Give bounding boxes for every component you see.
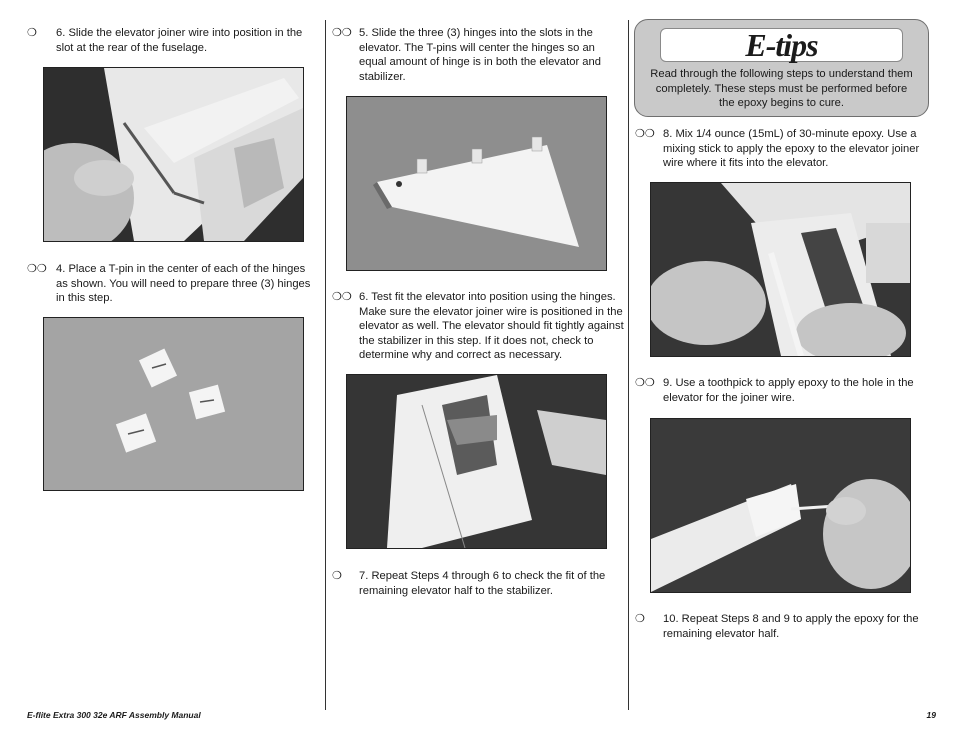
etips-logo: E-tips bbox=[745, 27, 818, 63]
step-8-mix-epoxy bbox=[635, 127, 927, 171]
photo-illustration bbox=[651, 419, 910, 592]
photo-joiner-wire-fuselage bbox=[43, 67, 304, 242]
photo-mixing-stick-epoxy bbox=[650, 182, 911, 357]
step-6-test-fit bbox=[332, 290, 624, 363]
checkbox-icon[interactable]: ❍❍ bbox=[27, 263, 47, 275]
column-divider-1 bbox=[325, 20, 326, 710]
footer-page-number: 19 bbox=[926, 710, 936, 720]
photo-illustration bbox=[44, 318, 303, 490]
step-9-toothpick bbox=[635, 376, 927, 405]
photo-elevator-test-fit bbox=[346, 374, 607, 549]
photo-illustration bbox=[347, 97, 606, 270]
footer-manual-title: E-flite Extra 300 32e ARF Assembly Manual bbox=[27, 710, 201, 720]
step-text: 9. Use a toothpick to apply epoxy to the hole in the elevator for the joiner wire. bbox=[663, 377, 914, 404]
checkbox-icon[interactable]: ❍❍ bbox=[635, 377, 655, 389]
checkbox-icon[interactable]: ❍ bbox=[635, 613, 645, 625]
etips-text: Read through the following steps to understand them completely. These steps must be performed before the epoxy begins to cure. bbox=[650, 68, 913, 110]
step-text: 4. Place a T-pin in the center of each of the hinges as shown. You will need to prepare three (3) hinges in this step. bbox=[56, 263, 311, 305]
checkbox-icon[interactable]: ❍ bbox=[27, 27, 37, 39]
step-6-joiner-wire bbox=[27, 26, 317, 55]
step-text: 6. Test fit the elevator into position using the hinges. Make sure the elevator joiner wire is positioned in the elevator as well. The elevator should fit tightly against the stabilizer in this step. If it does not, check to determine why and correct as necessary. bbox=[359, 291, 624, 362]
checkbox-icon[interactable]: ❍ bbox=[332, 570, 342, 582]
photo-illustration bbox=[651, 183, 910, 356]
step-5-hinges bbox=[332, 26, 618, 84]
step-text: 6. Slide the elevator joiner wire into position in the slot at the rear of the fuselage. bbox=[56, 27, 303, 54]
checkbox-icon[interactable]: ❍❍ bbox=[332, 27, 352, 39]
etips-callout bbox=[634, 19, 929, 117]
step-text: 7. Repeat Steps 4 through 6 to check the fit of the remaining elevator half to the stabilizer. bbox=[359, 570, 606, 597]
etips-logo-box bbox=[660, 28, 903, 62]
step-7-repeat bbox=[332, 569, 620, 598]
photo-hinges-tpins bbox=[43, 317, 304, 491]
photo-toothpick-epoxy bbox=[650, 418, 911, 593]
photo-illustration bbox=[44, 68, 303, 241]
photo-illustration bbox=[347, 375, 606, 548]
step-10-repeat bbox=[635, 612, 927, 641]
step-text: 5. Slide the three (3) hinges into the slots in the elevator. The T-pins will center the hinges so an equal amount of hinge is in both the elevator and stabilizer. bbox=[359, 27, 601, 83]
checkbox-icon[interactable]: ❍❍ bbox=[332, 291, 352, 303]
checkbox-icon[interactable]: ❍❍ bbox=[635, 128, 655, 140]
column-divider-2 bbox=[628, 20, 629, 710]
photo-hinges-in-elevator bbox=[346, 96, 607, 271]
step-text: 10. Repeat Steps 8 and 9 to apply the epoxy for the remaining elevator half. bbox=[663, 613, 919, 640]
step-4-tpin bbox=[27, 262, 319, 306]
step-text: 8. Mix 1/4 ounce (15mL) of 30-minute epoxy. Use a mixing stick to apply the epoxy to the elevator joiner wire where it fits into the elevator. bbox=[663, 128, 920, 170]
